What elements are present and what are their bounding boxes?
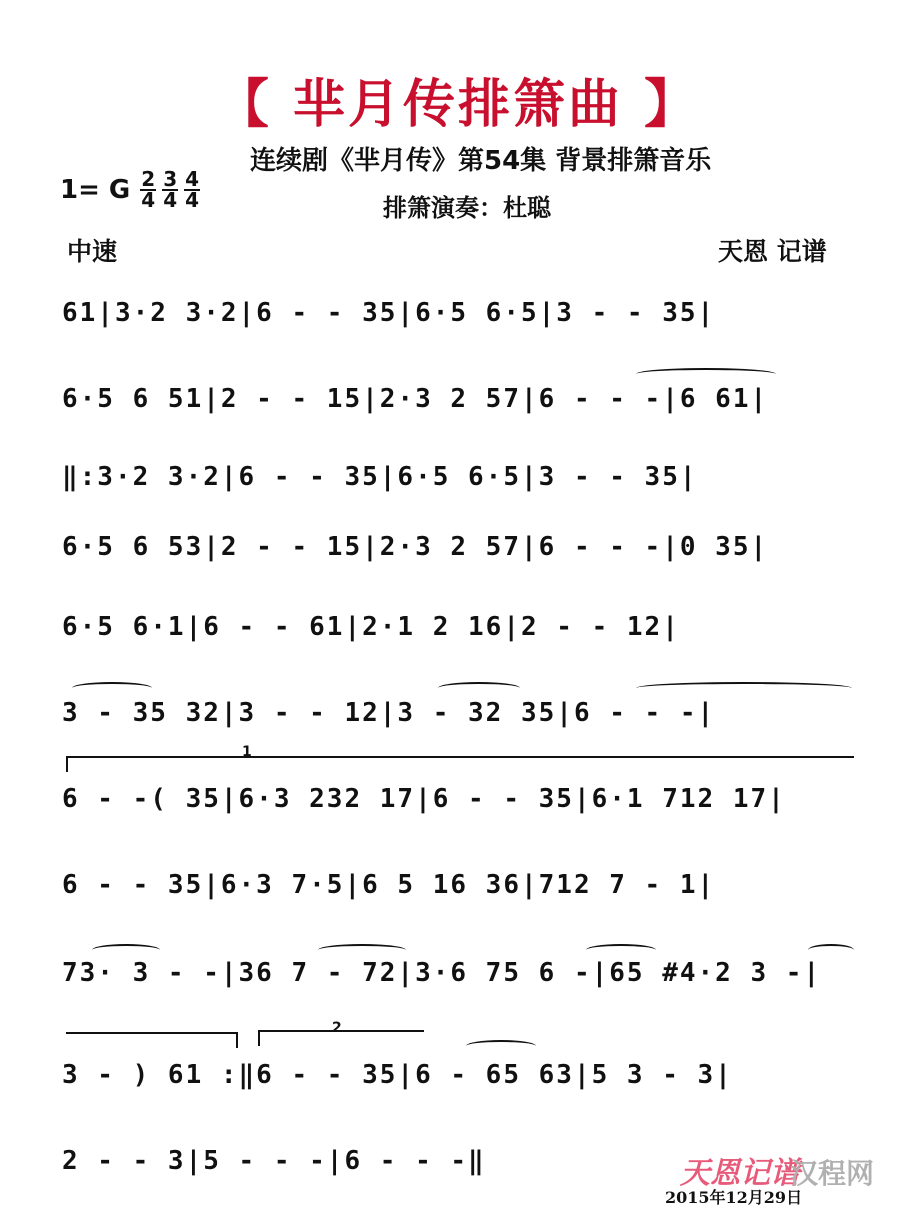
- meter-3-4: $\frac{3}{4}$: [163, 167, 178, 212]
- tempo-marking: 中速: [67, 237, 118, 266]
- slur-line-9c: [586, 944, 656, 956]
- watermark-logo: 天恩记谱: [680, 1156, 800, 1191]
- score-line-6: 3 - 35 32|3 - - 12|3 - 32 35|6 - - -|: [62, 698, 716, 728]
- score-date: 2015年12月29日: [665, 1188, 803, 1207]
- time-signatures: [140, 167, 200, 212]
- slur-line-9b: [318, 944, 406, 956]
- slur-line-6a: [72, 682, 152, 694]
- key-signature: [60, 167, 200, 212]
- site-logo: 汉程网: [790, 1157, 875, 1190]
- volta-number-1: 1: [242, 744, 252, 760]
- key-label: 1= G: [60, 175, 131, 205]
- score-line-10: 3 - ) 61 :‖6 - - 35|6 - 65 63|5 3 - 3|: [62, 1060, 733, 1090]
- meter-2-4: $\frac{2}{4}$: [141, 167, 156, 212]
- volta-bracket-1: [66, 756, 854, 772]
- score-subtitle: 连续剧《芈月传》第54集 背景排箫音乐: [250, 146, 712, 176]
- score-title: 【 芈月传排箫曲 】: [216, 75, 700, 135]
- score-line-1: 61|3·2 3·2|6 - - 35|6·5 6·5|3 - - 35|: [62, 298, 716, 328]
- score-line-8: 6 - - 35|6·3 7·5|6 5 16 36|712 7 - 1|: [62, 870, 716, 900]
- score-line-3: ‖:3·2 3·2|6 - - 35|6·5 6·5|3 - - 35|: [62, 462, 698, 492]
- slur-line-6b: [438, 682, 520, 694]
- volta-number-2: 2: [332, 1020, 342, 1036]
- score-line-4: 6·5 6 53|2 - - 15|2·3 2 57|6 - - -|0 35|: [62, 532, 769, 562]
- scribe-credit: 天恩 记谱: [718, 237, 827, 266]
- score-line-11: 2 - - 3|5 - - -|6 - - -‖: [62, 1146, 486, 1176]
- score-line-2: 6·5 6 51|2 - - 15|2·3 2 57|6 - - -|6 61|: [62, 384, 769, 414]
- score-line-5: 6·5 6·1|6 - - 61|2·1 2 16|2 - - 12|: [62, 612, 680, 642]
- slur-line-9d: [808, 944, 854, 956]
- slur-line-10: [466, 1040, 536, 1052]
- slur-line-2: [636, 368, 776, 380]
- slur-line-6c: [636, 682, 852, 694]
- score-line-9: 73· 3 - -|36 7 - 72|3·6 75 6 -|65 #4·2 3 -|: [62, 958, 822, 988]
- slur-line-9a: [92, 944, 160, 956]
- performer-credit: 排箫演奏：杜聪: [383, 194, 551, 222]
- volta-bracket-1-end: [66, 1032, 238, 1048]
- score-line-7: 6 - -( 35|6·3 232 17|6 - - 35|6·1 712 17|: [62, 784, 786, 814]
- meter-4-4: $\frac{4}{4}$: [185, 167, 200, 212]
